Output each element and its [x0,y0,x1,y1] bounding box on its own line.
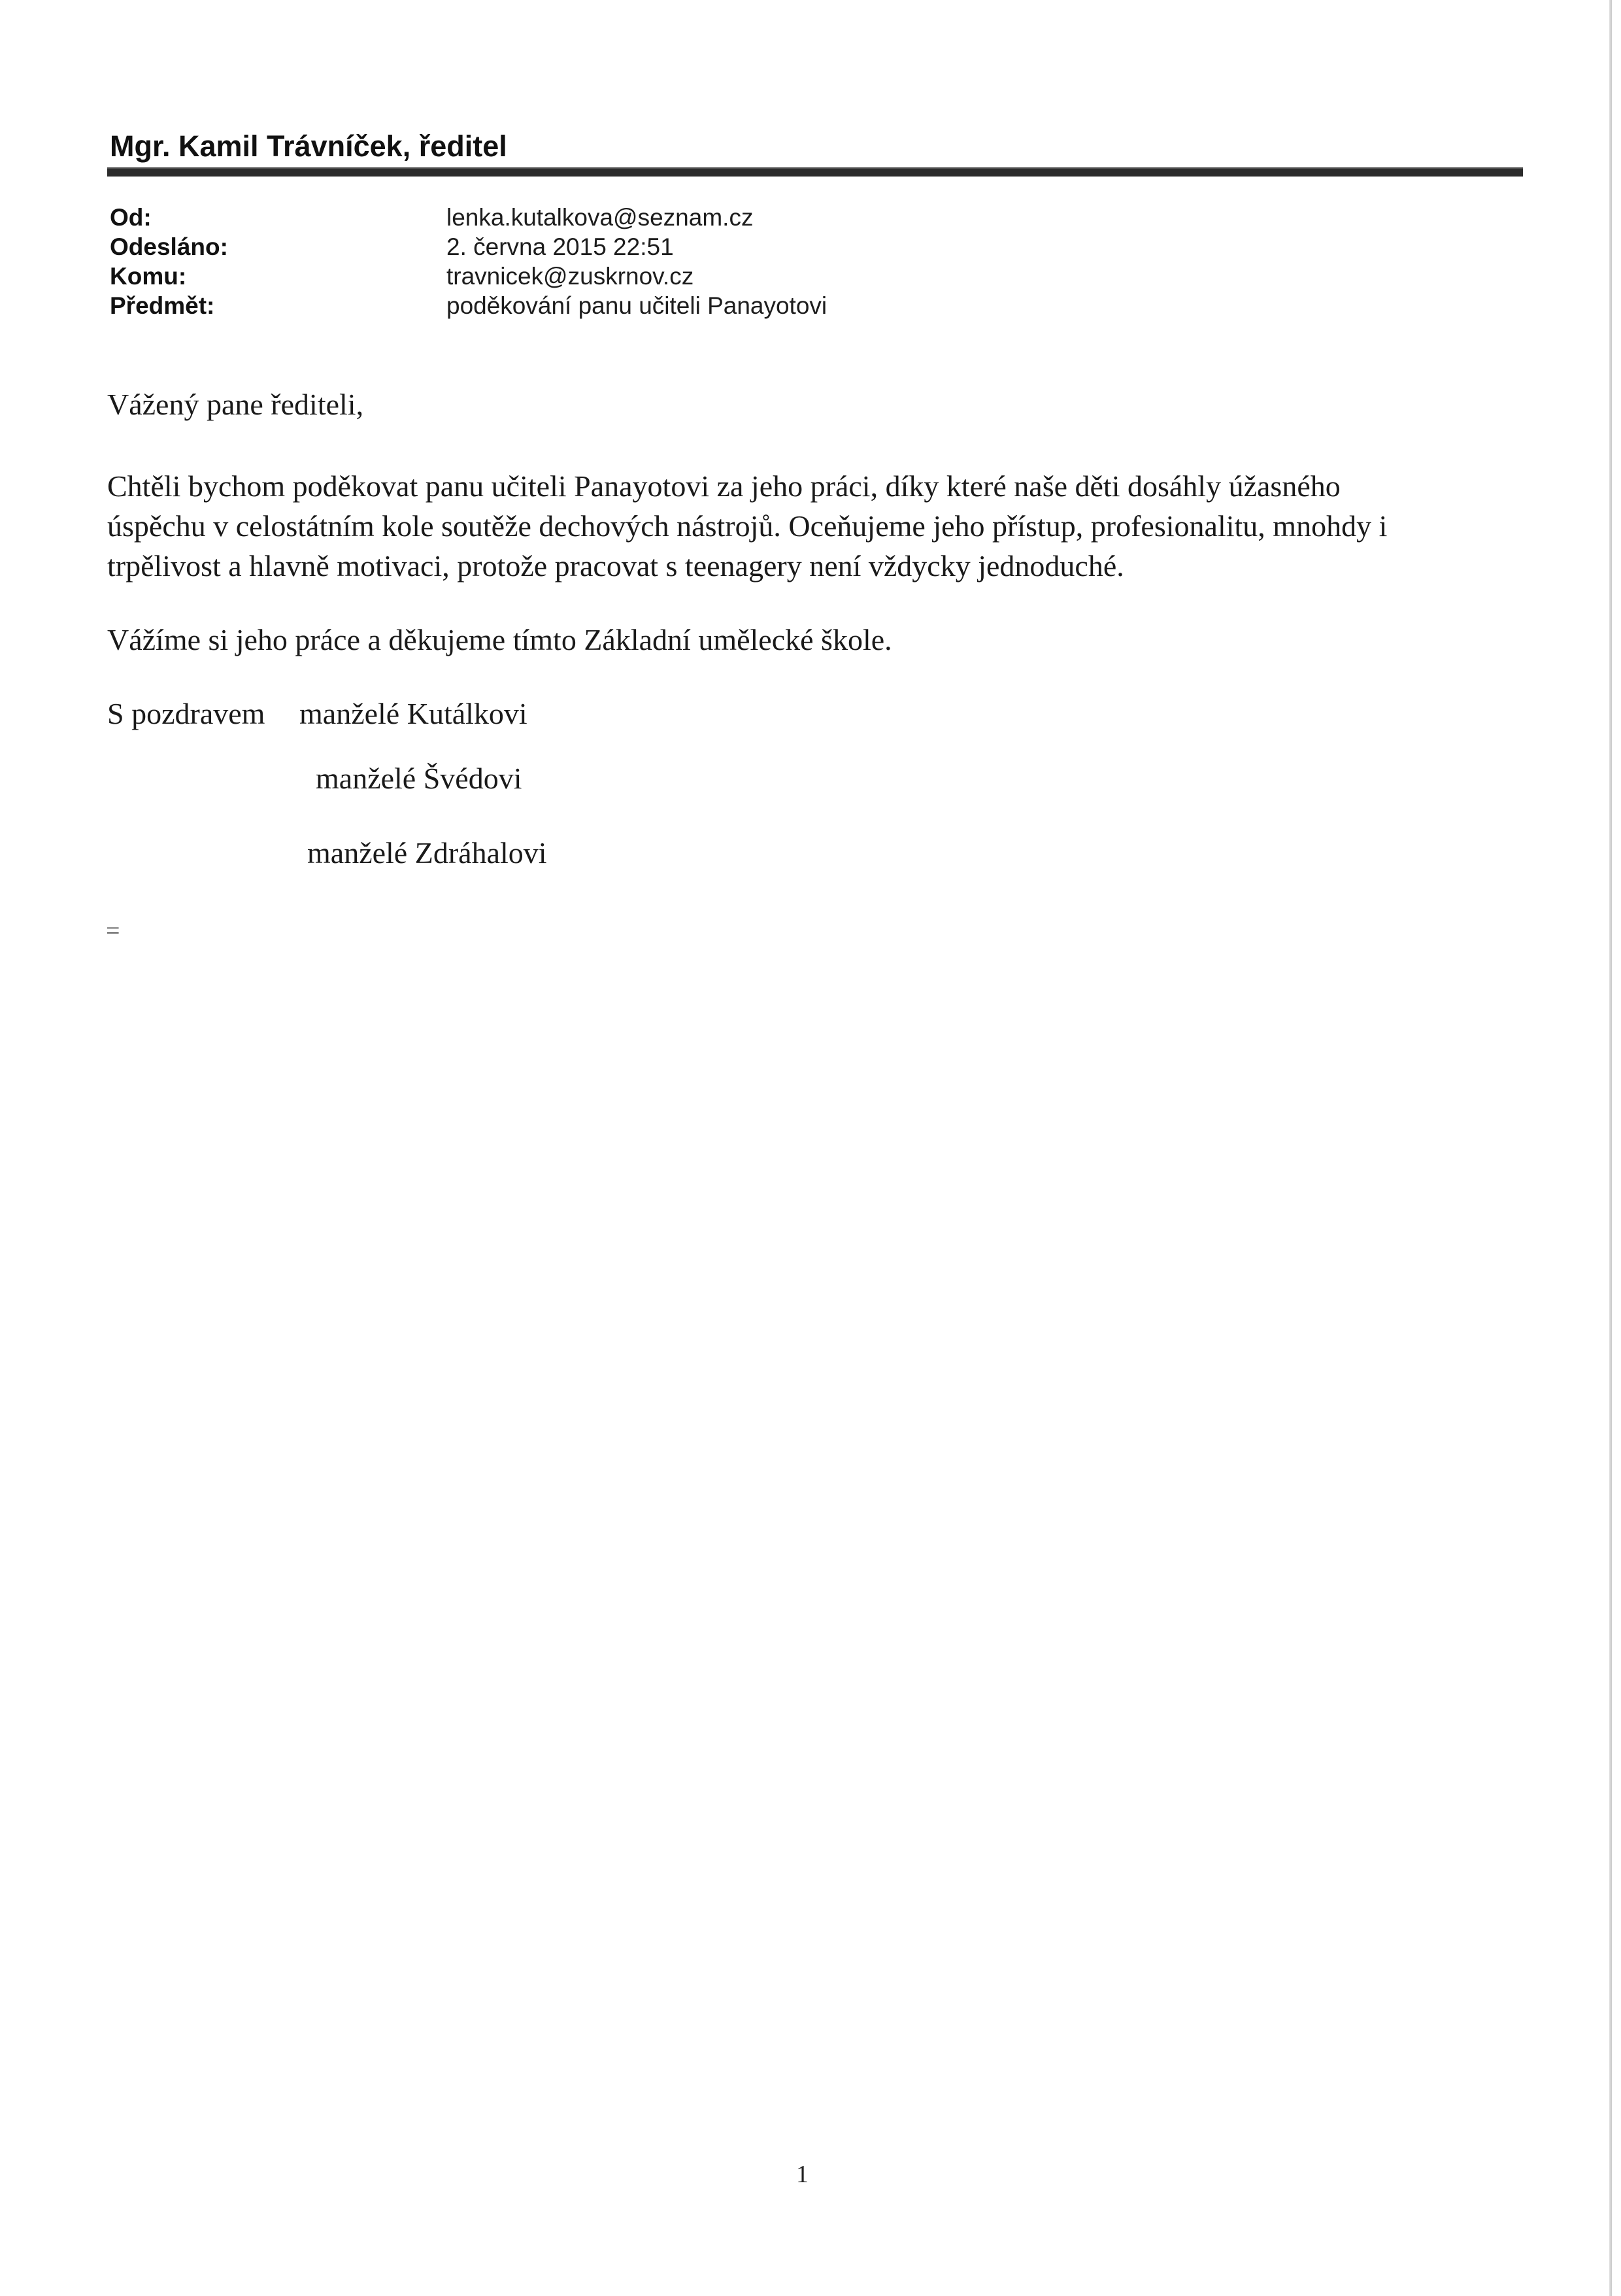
letter-closing: S pozdravem [107,697,265,730]
meta-row-to [110,262,827,291]
document-title: Mgr. Kamil Trávníček, ředitel [110,129,507,163]
signature: manželé Kutálkovi [299,697,527,730]
header-divider [107,167,1523,177]
footer-mark: = [106,917,120,945]
meta-row-subject [110,291,827,320]
letter-greeting: Vážený pane řediteli, [107,388,364,421]
email-meta [110,203,827,320]
meta-row-sent [110,232,827,262]
page-edge [1609,0,1612,2296]
meta-label: Odesláno: [110,233,228,260]
meta-label: Od: [110,204,152,231]
letter-body [107,384,1512,734]
meta-label: Předmět: [110,292,215,319]
meta-value: travnicek@zuskrnov.cz [446,263,694,290]
meta-label: Komu: [110,263,187,290]
signature: manželé Zdráhalovi [307,836,547,869]
letter-paragraph: Vážíme si jeho práce a děkujeme tímto Základní umělecké škole. [107,623,892,656]
letter-paragraph: Chtěli bychom poděkovat panu učiteli Panayotovi za jeho práci, díky které naše děti dosáhly úžasného úspěchu v celostátním kole soutěže dechových nástrojů. Oceňujeme jeho přístup, profesionalitu, mnohdy i trpělivost a hlavně motivaci, protože pracovat s teenagery není vždycky jednoduché. [107,469,1388,582]
page-number: 1 [796,2161,809,2188]
meta-row-from [110,203,827,232]
signature: manželé Švédovi [316,762,522,795]
meta-value: 2. června 2015 22:51 [446,233,674,260]
meta-value: lenka.kutalkova@seznam.cz [446,204,754,231]
meta-value: poděkování panu učiteli Panayotovi [446,292,827,319]
closing-line [107,694,1512,734]
